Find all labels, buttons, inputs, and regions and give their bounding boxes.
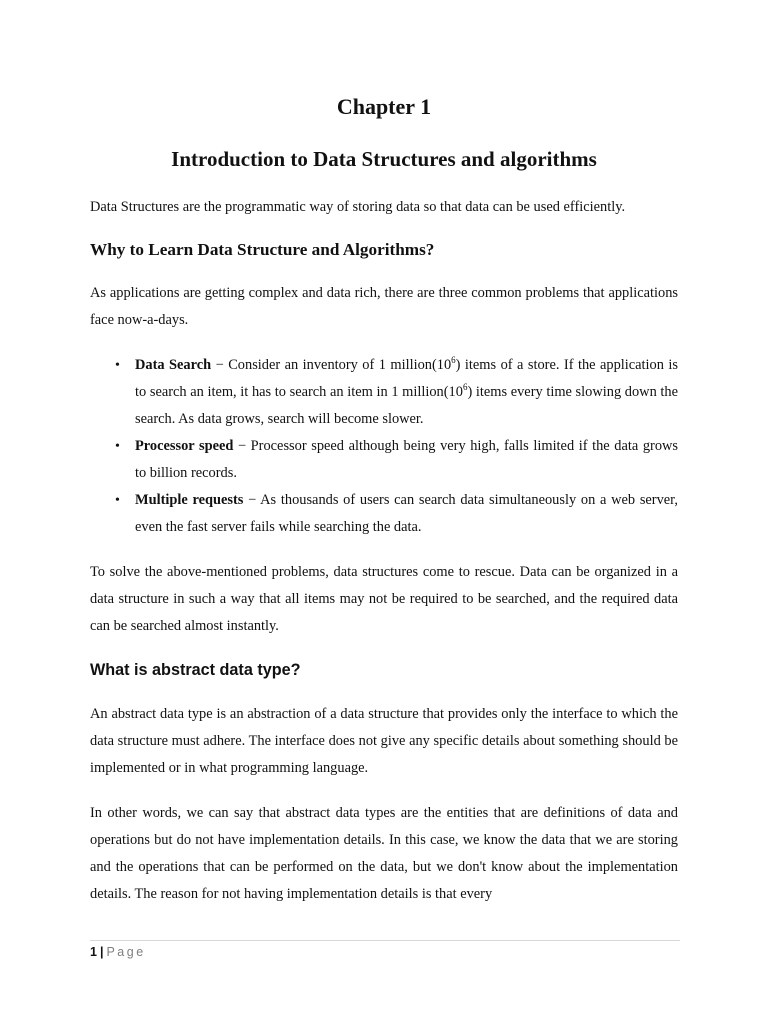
list-item-multiple-requests [90, 487, 678, 541]
data-search-text-2: ) items of a store. If the application is to search an item, it has to search an item in 1 million(10 [135, 357, 678, 400]
adt-explanation-paragraph: In other words, we can say that abstract data types are the entities that are definitions of data and operations but do not have implementation details. In this case, we know the data that we are storing and the operations that can be performed on the data, but we don't know about the implementation details. The reason for not having implementation details is that every [90, 805, 678, 902]
document-title: Introduction to Data Structures and algorithms [171, 147, 597, 171]
bullet-icon: • [115, 358, 120, 373]
term-multiple-requests: Multiple requests [135, 492, 244, 508]
footer-separator: | [99, 945, 104, 959]
chapter-heading: Chapter 1 [336, 94, 432, 119]
bullet-icon: • [115, 493, 120, 508]
section-heading-abstract-data-type: What is abstract data type? [90, 661, 301, 679]
solution-paragraph: To solve the above-mentioned problems, data structures come to rescue. Data can be organized in a data structure in such a way that all items may not be required to be searched, and the required data can be searched almost instantly. [90, 564, 678, 634]
data-search-text-3: ) items every time slowing down the search. As data grows, search will become slower. [135, 384, 678, 427]
page-number: 1 [90, 945, 97, 959]
page-label: Page [106, 945, 146, 959]
list-item-data-search [90, 352, 678, 433]
term-data-search: Data Search [135, 357, 212, 373]
superscript-exponent: 6 [462, 382, 468, 393]
multiple-requests-text: − As thousands of users can search data simultaneously on a web server, even the fast server fails while searching the data. [135, 492, 678, 535]
processor-speed-text: − Processor speed although being very high, falls limited if the data grows to billion records. [135, 438, 679, 481]
superscript-exponent: 6 [451, 355, 456, 366]
problems-intro-paragraph: As applications are getting complex and data rich, there are three common problems that applications face now-a-days. [90, 285, 678, 328]
section-heading-why-learn: Why to Learn Data Structure and Algorithms? [90, 240, 435, 259]
page-content [90, 92, 678, 908]
intro-paragraph: Data Structures are the programmatic way of storing data so that data can be used efficiently. [90, 199, 626, 215]
bullet-icon: • [115, 439, 120, 454]
adt-definition-paragraph: An abstract data type is an abstraction of a data structure that provides only the interface to which the data structure must adhere. The interface does not give any specific details about something should be implemented or in what programming language. [90, 706, 678, 776]
term-processor-speed: Processor speed [135, 438, 234, 454]
data-search-text-1: − Consider an inventory of 1 million(10 [211, 357, 452, 373]
list-item-processor-speed [90, 433, 678, 487]
problems-list [90, 352, 678, 541]
page-footer [90, 940, 680, 961]
